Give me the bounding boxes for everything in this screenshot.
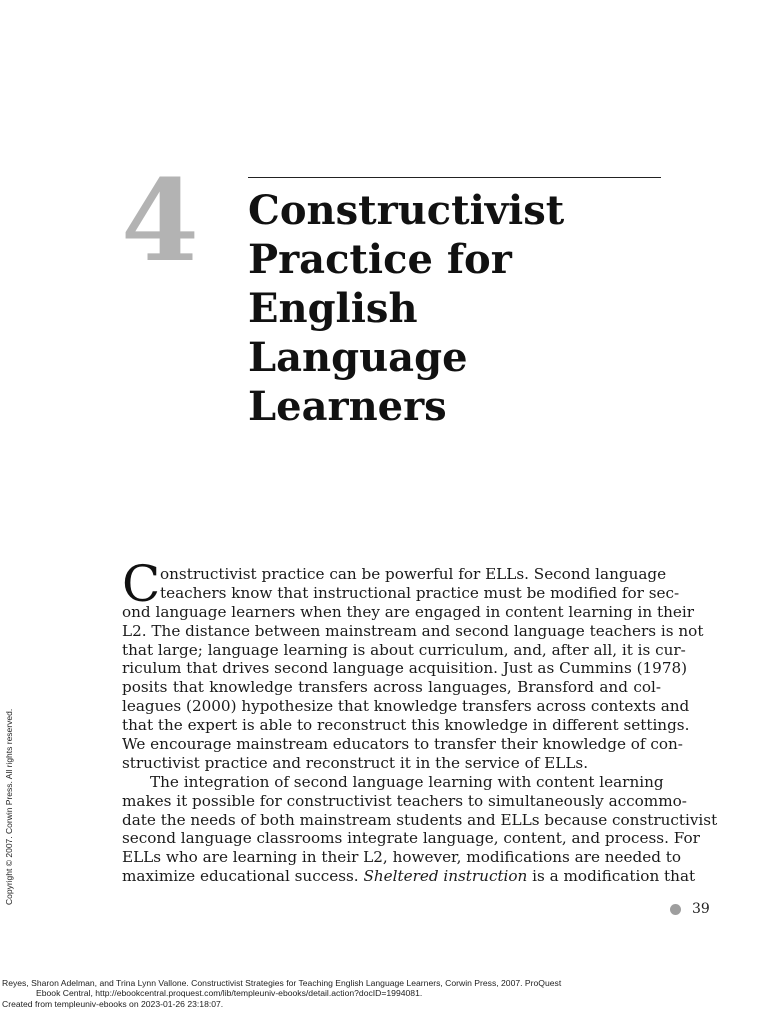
text-line: ond language learners when they are engaged in content learning in their (122, 602, 694, 621)
text-line: second language classrooms integrate language, content, and process. For (122, 829, 700, 848)
text-line: that large; language learning is about curriculum, and, after all, it is cur- (122, 640, 686, 659)
text-line: We encourage mainstream educators to transfer their knowledge of con- (122, 735, 683, 754)
text-line: The integration of second language learning with content learning (150, 772, 664, 791)
text-line: riculum that drives second language acquisition. Just as Cummins (1978) (122, 659, 688, 678)
text-line: leagues (2000) hypothesize that knowledge transfers across contexts and (122, 697, 690, 716)
footer-line: Ebook Central, http://ebookcentral.proquest.com/lib/templeuniv-ebooks/detail.action?docID=1994081. (36, 988, 423, 999)
page-number: 39 (692, 901, 710, 917)
text-line (122, 867, 696, 886)
chapter-number: 4 (121, 156, 199, 287)
text-line: makes it possible for constructivist teachers to simultaneously accommo- (122, 791, 687, 810)
footer-line: Reyes, Sharon Adelman, and Trina Lynn Vallone. Constructivist Strategies for Teaching English Language Learners, Corwin Press, 2007. ProQuest (2, 978, 562, 988)
italic-term: Sheltered instruction (363, 867, 528, 886)
text-line: posits that knowledge transfers across languages, Bransford and col- (122, 678, 661, 697)
text-line: ELLs who are learning in their L2, however, modifications are needed to (122, 848, 682, 867)
text-span: is a modification that (527, 867, 696, 886)
text-line: structivist practice and reconstruct it in the service of ELLs. (122, 753, 589, 772)
footer-line: Created from templeuniv-ebooks on 2023-01-26 23:18:07. (2, 998, 224, 1009)
text-span: maximize educational success. (122, 867, 364, 886)
drop-cap: C (122, 555, 161, 613)
text-line: L2. The distance between mainstream and second language teachers is not (122, 621, 704, 640)
footer-citation (2, 978, 762, 1009)
chapter-title (248, 186, 668, 431)
chapter-title-line: English (248, 285, 418, 332)
chapter-title-line: Practice for (248, 236, 512, 283)
text-line: that the expert is able to reconstruct this knowledge in different settings. (122, 716, 690, 735)
chapter-title-line: Constructivist (248, 187, 565, 234)
text-line: onstructivist practice can be powerful for ELLs. Second language (160, 565, 667, 583)
chapter-rule (248, 177, 661, 178)
chapter-title-line: Learners (248, 383, 447, 430)
chapter-title-line: Language (248, 334, 468, 381)
text-line: date the needs of both mainstream students and ELLs because constructivist (122, 810, 718, 829)
page-bullet-icon (670, 904, 681, 915)
text-line: teachers know that instructional practice must be modified for sec- (160, 583, 680, 602)
body-text (122, 555, 718, 886)
side-copyright: Copyright © 2007. Corwin Press. All rights reserved. (4, 708, 14, 905)
